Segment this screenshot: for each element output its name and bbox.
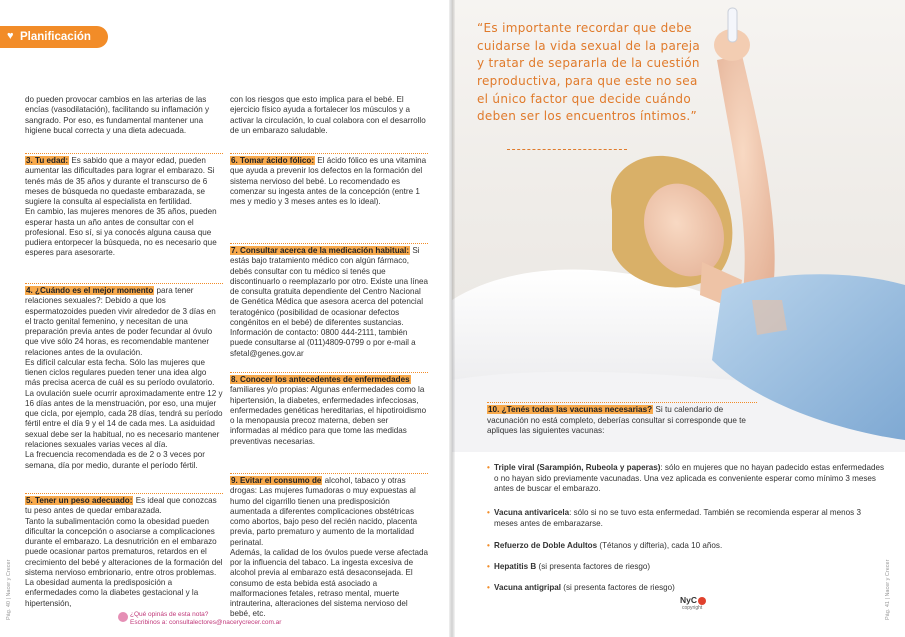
bullet-icon: • (487, 463, 490, 472)
item-5-text2: Tanto la subalimentación como la obesidad pueden dificultar la concepción o asociarse a complicaciones durante el embarazo. La desnutrición en el embarazo puede ocasionar partos prematuros, retardos en el crecimiento del bebé y alteraciones de la formación del sistema nervioso embrionario, entre otros problemas. La obesidad aumenta la predisposición a enfermedades como la diabetes gestacional y la hipertensión, (25, 516, 223, 608)
page-spine (449, 0, 455, 637)
item-9-text2: Además, la calidad de los óvulos puede verse afectada por la influencia del tabaco. La ingesta excesiva de alcohol previa al embarazo está desaconsejada. El consumo de esta bebida está asociado a malformaciones fetales, retraso mental, muerte intrauterina, alteraciones del sistema nervioso del bebé, etc. (230, 547, 428, 619)
item-5-text: 5. Tener un peso adecuado: Es ideal que conozcas tu peso antes de quedar embarazada. (25, 496, 217, 516)
divider (230, 372, 428, 373)
col2-intro-block (230, 95, 428, 136)
section-label: Planificación (20, 31, 91, 43)
bullet-icon: • (487, 583, 490, 592)
woman-photo (452, 0, 905, 452)
divider (25, 493, 223, 494)
item-9-block (230, 473, 428, 620)
bullet-icon: • (487, 562, 490, 571)
item-8-heading: 8. Conocer los antecedentes de enfermedades (231, 375, 410, 384)
item-10-heading: 10. ¿Tenés todas las vacunas necesarias? (488, 405, 653, 414)
vaccine-item: • Vacuna antigripal (si presenta factores de riesgo) (487, 583, 675, 592)
item-4-block (25, 283, 223, 471)
left-page (0, 0, 452, 637)
item-8-text: 8. Conocer los antecedentes de enfermedades familiares y/o propias: Algunas enfermedades como la hipertensión, la diabetes, enfermedades infecciosas, enfermedades genéticas hereditarias, el hipotiroidismo o la menopausia precoz materna, deben ser informadas al médico para que tome las medidas preventivas necesarias. (230, 375, 427, 446)
right-page (452, 0, 905, 637)
item-9-heading: 9. Evitar el consumo de (231, 476, 322, 485)
item-9-text: 9. Evitar el consumo de alcohol, tabaco y otras drogas: Las mujeres fumadoras o muy expuestas al humo del cigarrillo tienen una predisposición aumentada a diferentes complicaciones obstétricas como abortos, bajo peso del recién nacido, placenta previa, parto prematuro y aumento de la mortalidad perinatal. (230, 476, 418, 547)
heart-icon: ♥ (7, 30, 14, 42)
vaccine-item: • Hepatitis B (si presenta factores de riesgo) (487, 562, 651, 571)
logo-dot-icon (698, 597, 706, 605)
footer-line1: ¿Qué opinás de esta nota? (130, 611, 209, 618)
vaccine-item: • Vacuna antivaricela: sólo si no se tuvo esta enfermedad. También se recomienda esperar al menos 3 meses antes de embarazarse. (487, 508, 861, 528)
pull-quote: “Es importante recordar que debe cuidarse la vida sexual de la pareja y tratar de separarla de la cuestión reproductiva, para que este no sea el único factor que decide cuándo deben ser los encuentros íntimos.” (477, 21, 701, 124)
footer-email-link[interactable]: Escribinos a: consultalectores@nacerycrecer.com.ar (130, 619, 282, 627)
item-7-block (230, 243, 428, 359)
item-4-text: 4. ¿Cuándo es el mejor momento para tener relaciones sexuales?: Debido a que los espermatozoides pueden vivir alrededor de 3 días en el tracto genital femenino, y necesitan de una preparación previa antes de poder fecundar al óvulo que vive sólo 24 horas, es recomendable mantener relaciones antes de la ovulación. (25, 286, 216, 357)
vaccine-item: • Refuerzo de Doble Adultos (Tétanos y difteria), cada 10 años. (487, 541, 723, 550)
item-5-block (25, 493, 223, 609)
item-4-text2: Es difícil calcular esta fecha. Sólo las mujeres que tienen ciclos regulares pueden tener una idea algo más precisa acerca de cuál es su período ovulatorio. La ovulación suele ocurrir aproximadamente entre 12 y 16 días antes de la menstruación, por eso, una mujer que cicla, por ejemplo, cada 28 días, tendrá su período fértil entre el día 9 y el 14 de cada mes. La asiduidad sexual debe ser la habitual, no es necesario mantener relaciones sexuales varias veces al día. (25, 357, 223, 449)
vaccine-item: • Triple viral (Sarampión, Rubeola y paperas): sólo en mujeres que no hayan padecido estas enfermedades o no hayan sido previamente vacunadas. Una vez aplicada es conveniente esperar como mínimo 3 meses antes de buscar el embarazo. (487, 463, 885, 494)
item-6-text: 6. Tomar ácido fólico: El ácido fólico es una vitamina que ayuda a prevenir los defectos en la formación del sistema nervioso del bebé. Lo recomendado es comenzar su ingesta antes de la concepción (entre 1 mes y medio y 3 meses antes es lo ideal). (230, 156, 427, 207)
item-3-heading: 3. Tu edad: (26, 156, 69, 165)
item-3-text2: En cambio, las mujeres menores de 35 años, pueden esperar hasta un año antes de consultar con el profesional. Eso sí, si ya conocés alguna causa que pudiera entorpecer la búsqueda, no es necesario que esperes para asesorarte. (25, 207, 217, 258)
item-4-text3: La frecuencia recomendada es de 2 o 3 veces por semana, día por medio, durante el período fértil. (25, 450, 205, 470)
item-3-block (25, 153, 223, 259)
col1-intro-block (25, 95, 223, 136)
item-7-text: 7. Consultar acerca de la medicación habitual: Si estás bajo tratamiento médico con algún fármaco, debés consultar con tu médico si tenés que discontinuarlo o reemplazarlo por otro. Existe una línea de consulta gratuita dependiente del Centro Nacional de Genética Médica que asesora acerca del potencial teratogénico (posibilidad de ocasionar defectos congénitos en el bebé) de diferentes sustancias. Información de contacto: 0800 444-2111, también puede consultarse al (011)4809-0799 o por e-mail a sfetal@genes.gov.ar (230, 246, 428, 358)
bullet-icon: • (487, 508, 490, 517)
footer-note (130, 611, 281, 627)
page-credit-right: Pág. 41 | Nacer y Crecer (885, 559, 891, 620)
divider (25, 153, 223, 154)
divider (487, 402, 757, 403)
divider (230, 153, 428, 154)
item-10-block (487, 402, 757, 437)
col1-intro: do pueden provocar cambios en las arterias de las encías (vasodilatación), facilitando su inflamación y sangrado. Por eso, es fundamental mantener una higiene bucal correcta y una dieta adecuada. (25, 95, 210, 135)
divider (230, 243, 428, 244)
divider (25, 283, 223, 284)
item-6-block (230, 153, 428, 207)
bullet-icon: • (487, 541, 490, 550)
col2-intro: con los riesgos que esto implica para el bebé. El ejercicio físico ayuda a fortalecer los músculos y a activar la circulación, lo cual colabora con el desarrollo de un embarazo saludable. (230, 95, 426, 135)
item-10-text: Si tu calendario de vacunación no está completo, deberías consultar si corresponde que te apliques las siguientes vacunas: (487, 405, 746, 435)
item-3-text: 3. Tu edad: Es sabido que a mayor edad, pueden aumentar las dificultades para lograr el embarazo. Si tenés más de 35 años y durante el transcurso de 6 meses de búsqueda no quedaste embarazada, se sugiere la consulta al especialista en fertilidad. (25, 156, 215, 207)
nyc-logo: NyC copyright (680, 595, 714, 615)
item-4-heading: 4. ¿Cuándo es el mejor momento (26, 286, 154, 295)
item-5-heading: 5. Tener un peso adecuado: (26, 496, 133, 505)
divider (230, 473, 428, 474)
item-8-block (230, 372, 428, 447)
item-7-heading: 7. Consultar acerca de la medicación habitual: (231, 246, 410, 255)
item-6-heading: 6. Tomar ácido fólico: (231, 156, 315, 165)
quote-divider (507, 149, 627, 150)
page-credit-left: Pág. 40 | Nacer y Crecer (6, 559, 12, 620)
section-tab (0, 26, 108, 48)
comment-icon (118, 612, 128, 622)
